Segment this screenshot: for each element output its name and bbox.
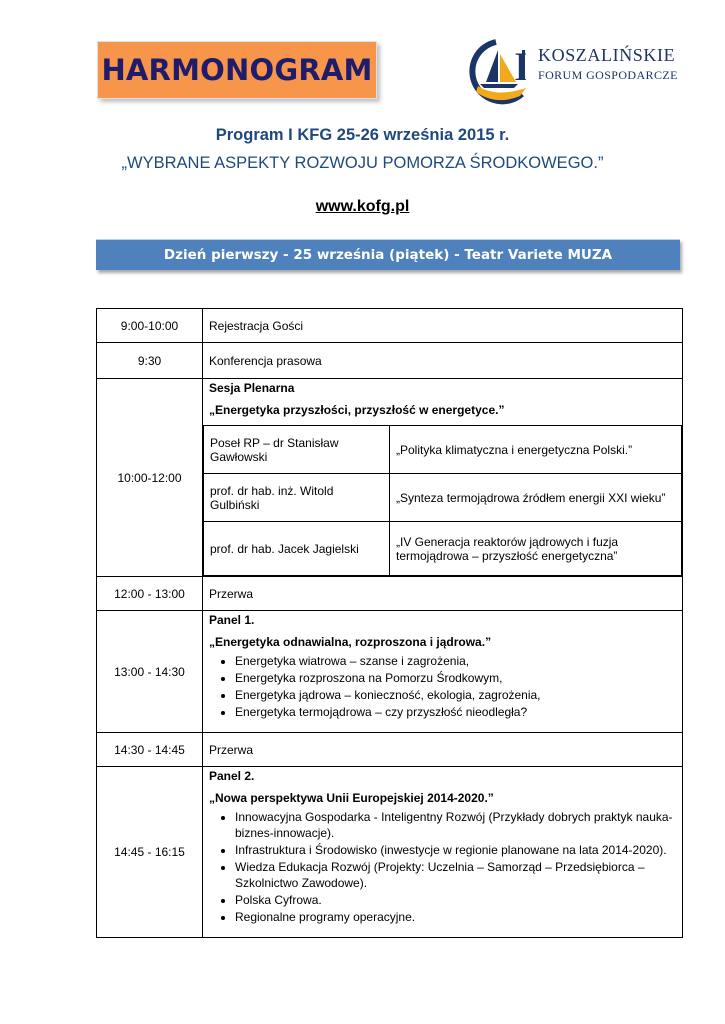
- session-heading: Sesja Plenarna: [209, 381, 295, 395]
- panel-heading: Panel 1.: [209, 613, 255, 627]
- speaker-name: Poseł RP – dr Stanisław Gawłowski: [204, 426, 390, 474]
- speaker-row: [204, 522, 682, 576]
- table-row: [97, 733, 683, 767]
- list-item: • Energetyka termojądrowa – czy przyszłość nieodległa?: [235, 704, 676, 720]
- time-cell: 13:00 - 14:30: [97, 611, 203, 733]
- table-row: [97, 577, 683, 611]
- event-cell: Przerwa: [203, 577, 683, 611]
- table-row: [97, 379, 683, 577]
- time-cell: 9:00-10:00: [97, 309, 203, 343]
- table-row: [97, 309, 683, 343]
- session-title: „Energetyka przyszłości, przyszłość w energetyce.”: [209, 403, 505, 417]
- event-cell: Rejestracja Gości: [203, 309, 683, 343]
- panel-title: „Energetyka odnawialna, rozproszona i jądrowa.”: [209, 635, 492, 649]
- speaker-row: [204, 474, 682, 522]
- time-cell: 12:00 - 13:00: [97, 577, 203, 611]
- list-item: • Regionalne programy operacyjne.: [235, 909, 676, 925]
- harmonogram-banner: [97, 41, 377, 99]
- day1-banner-text: Dzień pierwszy - 25 września (piątek) - Teatr Variete MUZA: [163, 247, 613, 263]
- panel-title: „Nowa perspektywa Unii Europejskiej 2014-2020.”: [209, 791, 494, 805]
- harmonogram-title: HARMONOGRAM: [101, 53, 373, 87]
- list-item: • Innowacyjna Gospodarka - Inteligentny Rozwój (Przykłady dobrych praktyk nauka-biznes-innowacje).: [235, 809, 676, 841]
- table-row: [97, 611, 683, 733]
- panel-cell: [203, 611, 683, 733]
- list-item: • Energetyka wiatrowa – szanse i zagrożenia,: [235, 653, 676, 669]
- program-subtitle: „WYBRANE ASPEKTY ROZWOJU POMORZA ŚRODKOWEGO.”: [121, 154, 604, 172]
- panel-cell: [203, 767, 683, 938]
- speaker-topic: „Synteza termojądrowa źródłem energii XXI wieku”: [390, 474, 682, 522]
- time-cell: 14:30 - 14:45: [97, 733, 203, 767]
- speakers-table: [203, 425, 682, 576]
- panel-topics-list: [209, 653, 676, 720]
- panel-heading: Panel 2.: [209, 769, 255, 783]
- session-cell: [203, 379, 683, 577]
- program-title: Program I KFG 25-26 września 2015 r.: [215, 126, 510, 144]
- logo-text: [538, 45, 678, 83]
- speaker-name: prof. dr hab. inż. Witold Gulbiński: [204, 474, 390, 522]
- speaker-row: [204, 426, 682, 474]
- speaker-topic: „Polityka klimatyczna i energetyczna Polski.”: [390, 426, 682, 474]
- table-row: [97, 343, 683, 379]
- event-cell: Przerwa: [203, 733, 683, 767]
- day1-banner: [96, 239, 680, 270]
- logo-line1: KOSZALIŃSKIE: [538, 45, 676, 65]
- time-cell: 10:00-12:00: [97, 379, 203, 577]
- panel-topics-list: [209, 809, 676, 925]
- speaker-topic: „IV Generacja reaktorów jądrowych i fuzja termojądrowa – przyszłość energetyczna”: [390, 522, 682, 576]
- list-item: • Energetyka rozproszona na Pomorzu Środkowym,: [235, 670, 676, 686]
- website-link[interactable]: www.kofg.pl: [315, 198, 410, 215]
- time-cell: 9:30: [97, 343, 203, 379]
- table-row: [97, 767, 683, 938]
- list-item: • Polska Cyfrowa.: [235, 892, 676, 908]
- schedule-table: [96, 308, 683, 938]
- event-cell: Konferencja prasowa: [203, 343, 683, 379]
- list-item: • Energetyka jądrowa – konieczność, ekologia, zagrożenia,: [235, 687, 676, 703]
- logo-numeral: I: [514, 44, 528, 89]
- list-item: • Wiedza Edukacja Rozwój (Projekty: Uczelnia – Samorząd – Przedsiębiorca – Szkolnictwo Zawodowe).: [235, 859, 676, 891]
- list-item: • Infrastruktura i Środowisko (inwestycje w regionie planowane na lata 2014-2020).: [235, 842, 676, 858]
- speaker-name: prof. dr hab. Jacek Jagielski: [204, 522, 390, 576]
- time-cell: 14:45 - 16:15: [97, 767, 203, 938]
- logo-line2: FORUM GOSPODARCZE: [538, 68, 678, 82]
